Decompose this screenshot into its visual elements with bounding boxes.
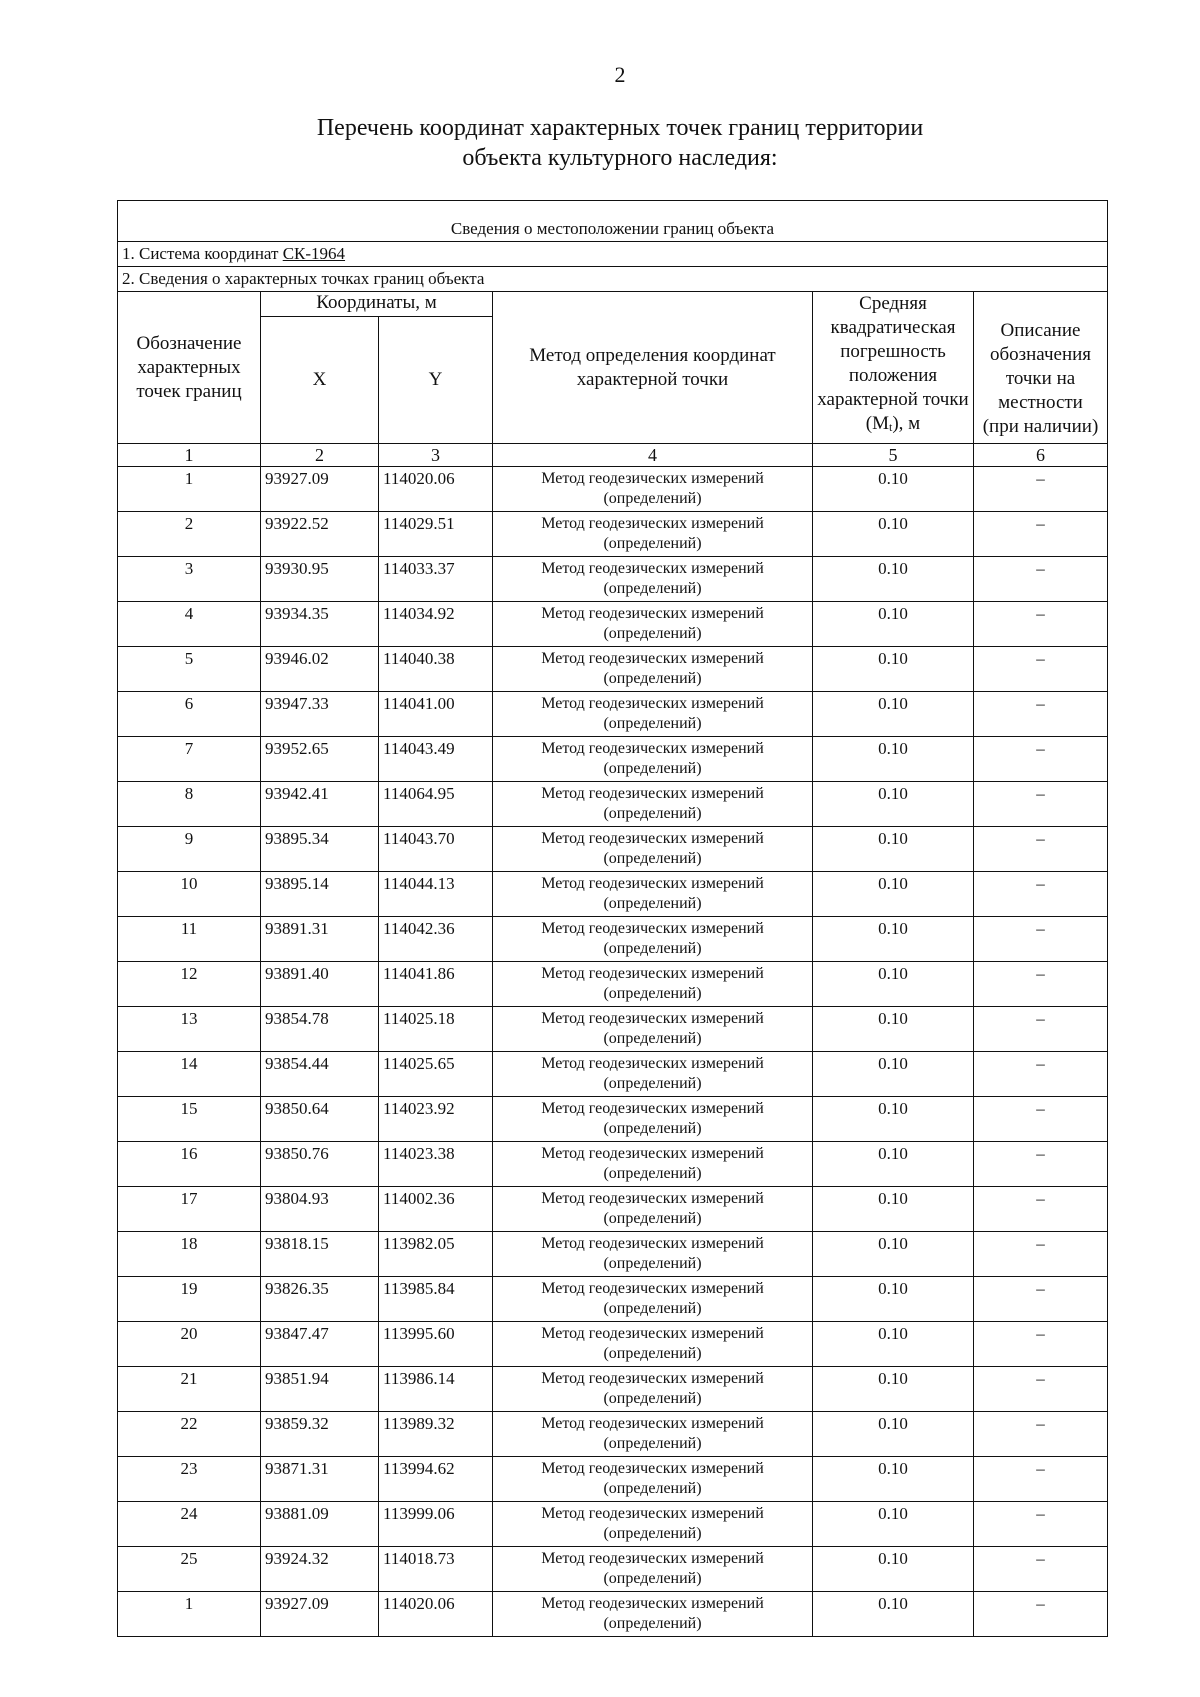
point-number: 5 [118, 647, 261, 692]
coord-x: 93952.65 [261, 737, 379, 782]
point-number: 22 [118, 1412, 261, 1457]
coordinates-table [117, 200, 1108, 1637]
error-value: 0.10 [813, 1142, 974, 1187]
method: Метод геодезических измерений (определений) [493, 1592, 813, 1637]
coord-y: 113999.06 [379, 1502, 493, 1547]
method: Метод геодезических измерений (определений) [493, 1322, 813, 1367]
coord-system-row [118, 242, 1108, 267]
point-number: 20 [118, 1322, 261, 1367]
coord-y: 114034.92 [379, 602, 493, 647]
coord-x: 93895.34 [261, 827, 379, 872]
coord-x: 93934.35 [261, 602, 379, 647]
point-number: 6 [118, 692, 261, 737]
coord-x: 93946.02 [261, 647, 379, 692]
error-value: 0.10 [813, 602, 974, 647]
table-top-spacer [118, 201, 1108, 218]
method: Метод геодезических измерений (определений) [493, 827, 813, 872]
table-row [118, 1097, 1108, 1142]
error-value: 0.10 [813, 1097, 974, 1142]
description: – [974, 602, 1108, 647]
coord-x: 93881.09 [261, 1502, 379, 1547]
coord-x: 93927.09 [261, 467, 379, 512]
point-number: 16 [118, 1142, 261, 1187]
coord-x: 93850.76 [261, 1142, 379, 1187]
point-number: 17 [118, 1187, 261, 1232]
description: – [974, 962, 1108, 1007]
method: Метод геодезических измерений (определений) [493, 917, 813, 962]
point-number: 8 [118, 782, 261, 827]
table-row [118, 737, 1108, 782]
method: Метод геодезических измерений (определений) [493, 1007, 813, 1052]
error-value: 0.10 [813, 557, 974, 602]
coord-y: 114018.73 [379, 1547, 493, 1592]
table-row [118, 467, 1108, 512]
coord-y: 114064.95 [379, 782, 493, 827]
coord-system-label: 1. Система координат [122, 244, 283, 263]
table-row [118, 872, 1108, 917]
header-point-designation: Обозначение характерных точек границ [118, 292, 261, 444]
point-number: 18 [118, 1232, 261, 1277]
points-heading: 2. Сведения о характерных точках границ объекта [118, 267, 1108, 292]
table-row [118, 557, 1108, 602]
coord-y: 114040.38 [379, 647, 493, 692]
header-description: Описание обозначения точки на местности (при наличии) [974, 292, 1108, 444]
coord-x: 93947.33 [261, 692, 379, 737]
header-error [813, 292, 974, 444]
point-number: 15 [118, 1097, 261, 1142]
error-value: 0.10 [813, 917, 974, 962]
point-number: 19 [118, 1277, 261, 1322]
coord-x: 93871.31 [261, 1457, 379, 1502]
error-value: 0.10 [813, 1367, 974, 1412]
method: Метод геодезических измерений (определений) [493, 1142, 813, 1187]
table-row [118, 1457, 1108, 1502]
table-row [118, 1502, 1108, 1547]
description: – [974, 872, 1108, 917]
error-value: 0.10 [813, 467, 974, 512]
description: – [974, 1097, 1108, 1142]
coord-y: 114043.49 [379, 737, 493, 782]
coord-x: 93851.94 [261, 1367, 379, 1412]
coord-y: 114002.36 [379, 1187, 493, 1232]
table-row [118, 1007, 1108, 1052]
method: Метод геодезических измерений (определений) [493, 1502, 813, 1547]
description: – [974, 1457, 1108, 1502]
description: – [974, 1232, 1108, 1277]
coord-y: 114033.37 [379, 557, 493, 602]
table-row [118, 1142, 1108, 1187]
coord-system-value: СК-1964 [282, 244, 346, 263]
method: Метод геодезических измерений (определений) [493, 1052, 813, 1097]
header-error-main: Средняя квадратическая погрешность положения характерной точки (M [817, 293, 969, 434]
error-value: 0.10 [813, 1187, 974, 1232]
error-value: 0.10 [813, 1592, 974, 1637]
header-y: Y [379, 316, 493, 443]
page-number: 2 [614, 62, 626, 87]
method: Метод геодезических измерений (определений) [493, 692, 813, 737]
method: Метод геодезических измерений (определений) [493, 467, 813, 512]
method: Метод геодезических измерений (определений) [493, 557, 813, 602]
method: Метод геодезических измерений (определений) [493, 1232, 813, 1277]
error-value: 0.10 [813, 962, 974, 1007]
description: – [974, 512, 1108, 557]
error-value: 0.10 [813, 1052, 974, 1097]
coord-y: 114025.18 [379, 1007, 493, 1052]
description: – [974, 1367, 1108, 1412]
table-row [118, 1367, 1108, 1412]
coord-y: 114023.38 [379, 1142, 493, 1187]
coord-x: 93891.31 [261, 917, 379, 962]
description: – [974, 692, 1108, 737]
point-number: 14 [118, 1052, 261, 1097]
coord-y: 113989.32 [379, 1412, 493, 1457]
description: – [974, 917, 1108, 962]
table-row [118, 647, 1108, 692]
section-title-row [118, 217, 1108, 242]
point-number: 23 [118, 1457, 261, 1502]
method: Метод геодезических измерений (определений) [493, 782, 813, 827]
method: Метод геодезических измерений (определений) [493, 512, 813, 557]
header-method: Метод определения координат характерной точки [493, 292, 813, 444]
coord-x: 93930.95 [261, 557, 379, 602]
description: – [974, 557, 1108, 602]
table-row [118, 1277, 1108, 1322]
method: Метод геодезических измерений (определений) [493, 1277, 813, 1322]
column-number: 6 [974, 444, 1108, 467]
point-number: 4 [118, 602, 261, 647]
description: – [974, 1547, 1108, 1592]
column-number: 3 [379, 444, 493, 467]
description: – [974, 737, 1108, 782]
header-error-sub: t [889, 420, 893, 434]
method: Метод геодезических измерений (определений) [493, 1187, 813, 1232]
column-number: 1 [118, 444, 261, 467]
coord-y: 114020.06 [379, 1592, 493, 1637]
error-value: 0.10 [813, 1322, 974, 1367]
point-number: 10 [118, 872, 261, 917]
column-number: 4 [493, 444, 813, 467]
coord-y: 113982.05 [379, 1232, 493, 1277]
error-value: 0.10 [813, 1502, 974, 1547]
points-heading-row [118, 267, 1108, 292]
header-row-1 [118, 292, 1108, 317]
table-row [118, 1322, 1108, 1367]
error-value: 0.10 [813, 692, 974, 737]
point-number: 21 [118, 1367, 261, 1412]
point-number: 25 [118, 1547, 261, 1592]
coord-x: 93859.32 [261, 1412, 379, 1457]
table-row [118, 1232, 1108, 1277]
description: – [974, 467, 1108, 512]
error-value: 0.10 [813, 1547, 974, 1592]
error-value: 0.10 [813, 827, 974, 872]
coord-y: 114044.13 [379, 872, 493, 917]
point-number: 1 [118, 467, 261, 512]
error-value: 0.10 [813, 1232, 974, 1277]
error-value: 0.10 [813, 1277, 974, 1322]
point-number: 2 [118, 512, 261, 557]
table-row [118, 1187, 1108, 1232]
coord-y: 113986.14 [379, 1367, 493, 1412]
section-title: Сведения о местоположении границ объекта [118, 217, 1108, 242]
table-row [118, 1547, 1108, 1592]
error-value: 0.10 [813, 737, 974, 782]
error-value: 0.10 [813, 872, 974, 917]
coord-y: 114020.06 [379, 467, 493, 512]
coord-x: 93847.47 [261, 1322, 379, 1367]
coord-y: 114042.36 [379, 917, 493, 962]
table-row [118, 917, 1108, 962]
method: Метод геодезических измерений (определений) [493, 647, 813, 692]
coord-y: 114043.70 [379, 827, 493, 872]
coord-y: 114041.00 [379, 692, 493, 737]
column-number: 2 [261, 444, 379, 467]
title-line-1: Перечень координат характерных точек границ территории [316, 115, 924, 141]
coord-x: 93922.52 [261, 512, 379, 557]
title-line-2: объекта культурного наследия: [462, 145, 778, 171]
method: Метод геодезических измерений (определений) [493, 1367, 813, 1412]
coord-x: 93895.14 [261, 872, 379, 917]
coord-y: 114029.51 [379, 512, 493, 557]
point-number: 24 [118, 1502, 261, 1547]
table-row [118, 782, 1108, 827]
description: – [974, 1502, 1108, 1547]
method: Метод геодезических измерений (определений) [493, 1547, 813, 1592]
table-row [118, 512, 1108, 557]
header-coordinates: Координаты, м [261, 292, 493, 317]
coord-y: 113985.84 [379, 1277, 493, 1322]
coord-x: 93804.93 [261, 1187, 379, 1232]
coord-y: 114025.65 [379, 1052, 493, 1097]
description: – [974, 1592, 1108, 1637]
coord-x: 93854.78 [261, 1007, 379, 1052]
coord-x: 93826.35 [261, 1277, 379, 1322]
point-number: 9 [118, 827, 261, 872]
point-number: 11 [118, 917, 261, 962]
table-row [118, 602, 1108, 647]
description: – [974, 647, 1108, 692]
description: – [974, 1142, 1108, 1187]
table-row [118, 962, 1108, 1007]
method: Метод геодезических измерений (определений) [493, 602, 813, 647]
description: – [974, 1277, 1108, 1322]
coord-x: 93891.40 [261, 962, 379, 1007]
error-value: 0.10 [813, 782, 974, 827]
point-number: 13 [118, 1007, 261, 1052]
error-value: 0.10 [813, 647, 974, 692]
description: – [974, 1322, 1108, 1367]
coord-x: 93854.44 [261, 1052, 379, 1097]
error-value: 0.10 [813, 1457, 974, 1502]
coord-x: 93924.32 [261, 1547, 379, 1592]
table-row [118, 1052, 1108, 1097]
coord-x: 93818.15 [261, 1232, 379, 1277]
coord-x: 93942.41 [261, 782, 379, 827]
point-number: 12 [118, 962, 261, 1007]
coord-x: 93927.09 [261, 1592, 379, 1637]
method: Метод геодезических измерений (определений) [493, 737, 813, 782]
column-numbers-row [118, 444, 1108, 467]
description: – [974, 1052, 1108, 1097]
error-value: 0.10 [813, 1412, 974, 1457]
method: Метод геодезических измерений (определений) [493, 1097, 813, 1142]
error-value: 0.10 [813, 512, 974, 557]
point-number: 3 [118, 557, 261, 602]
method: Метод геодезических измерений (определений) [493, 1412, 813, 1457]
coord-y: 113994.62 [379, 1457, 493, 1502]
description: – [974, 1187, 1108, 1232]
column-number: 5 [813, 444, 974, 467]
description: – [974, 782, 1108, 827]
coord-system-cell [118, 242, 1108, 267]
description: – [974, 827, 1108, 872]
description: – [974, 1007, 1108, 1052]
description: – [974, 1412, 1108, 1457]
coord-y: 114023.92 [379, 1097, 493, 1142]
method: Метод геодезических измерений (определений) [493, 1457, 813, 1502]
point-number: 7 [118, 737, 261, 782]
table-row [118, 1412, 1108, 1457]
table-row [118, 1592, 1108, 1637]
point-number: 1 [118, 1592, 261, 1637]
table-row [118, 692, 1108, 737]
coord-y: 114041.86 [379, 962, 493, 1007]
method: Метод геодезических измерений (определений) [493, 872, 813, 917]
error-value: 0.10 [813, 1007, 974, 1052]
coord-y: 113995.60 [379, 1322, 493, 1367]
coord-x: 93850.64 [261, 1097, 379, 1142]
header-x: X [261, 316, 379, 443]
header-error-tail: ), м [892, 413, 921, 434]
table-row [118, 827, 1108, 872]
method: Метод геодезических измерений (определений) [493, 962, 813, 1007]
document-title [0, 113, 1200, 173]
